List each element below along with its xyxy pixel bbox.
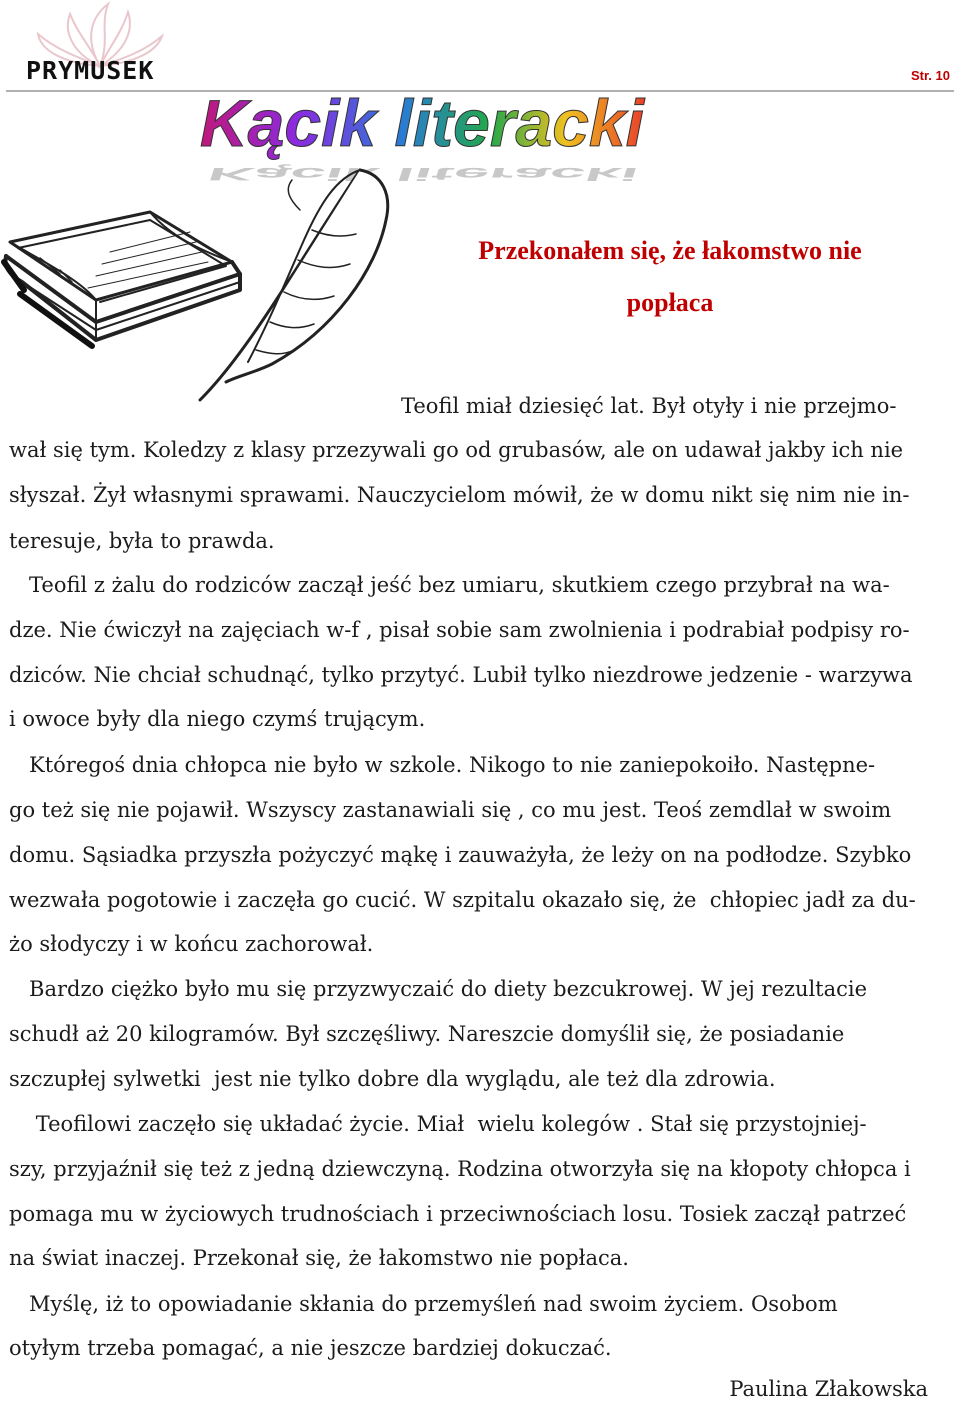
article-line: dze. Nie ćwiczył na zajęciach w-f , pisał sobie sam zwolnienia i podrabiał podpisy ro-	[9, 618, 910, 642]
article-line: i owoce były dla niego czymś trującym.	[9, 707, 426, 731]
article-title-line-2: popłaca	[626, 288, 714, 317]
article-line: dziców. Nie chciał schudnąć, tylko przytyć. Lubił tylko niezdrowe jedzenie - warzywa	[9, 663, 913, 687]
article-line: Teofilowi zaczęło się układać życie. Miał wielu kolegów . Stał się przystojniej-	[9, 1112, 867, 1136]
author-signature: Paulina Złakowska	[729, 1377, 928, 1401]
article-line: wał się tym. Koledzy z klasy przezywali go od grubasów, ale on udawał jakby ich nie	[9, 438, 904, 462]
article-line: żo słodyczy i w końcu zachorował.	[9, 932, 374, 956]
article-line: go też się nie pojawił. Wszyscy zastanawiali się , co mu jest. Teoś zemdlał w swoim	[9, 798, 892, 822]
article-line: Bardzo ciężko było mu się przyzwyczaić do diety bezcukrowej. W jej rezultacie	[9, 977, 868, 1001]
article-line: wezwała pogotowie i zaczęła go cucić. W szpitalu okazało się, że chłopiec jadł za du-	[9, 888, 916, 912]
article-line: szy, przyjaźnił się też z jedną dziewczyną. Rodzina otworzyła się na kłopoty chłopca i	[9, 1157, 911, 1181]
article-line: otyłym trzeba pomagać, a nie jeszcze bardziej dokuczać.	[9, 1336, 612, 1360]
article-line: na świat inaczej. Przekonał się, że łakomstwo nie popłaca.	[9, 1246, 629, 1270]
article-title-line-1: Przekonałem się, że łakomstwo nie	[478, 236, 862, 265]
article-line: słyszał. Żył własnymi sprawami. Nauczycielom mówił, że w domu nikt się nim nie in-	[9, 483, 910, 507]
banner-shadow-text: Kącik literacki	[204, 164, 642, 185]
article-line: Któregoś dnia chłopca nie było w szkole. Nikogo to nie zaniepokoiło. Następne-	[9, 753, 876, 777]
article-line: pomaga mu w życiowych trudnościach i przeciwnościach losu. Tosiek zaczął patrzeć	[9, 1202, 907, 1226]
article-line: szczupłej sylwetki jest nie tylko dobre dla wyglądu, ale też dla zdrowia.	[9, 1067, 776, 1091]
brand-title: PRYMUSEK	[26, 56, 155, 85]
book-quill-illustration	[0, 150, 420, 410]
page-number: Str. 10	[910, 68, 950, 83]
article-line: Teofil z żalu do rodziców zaczął jeść bez umiaru, skutkiem czego przybrał na wa-	[9, 573, 890, 597]
article-line: Myślę, iż to opowiadanie skłania do przemyśleń nad swoim życiem. Osobom	[9, 1292, 838, 1316]
article-line: domu. Sąsiadka przyszła pożyczyć mąkę i zauważyła, że leży on na podłodze. Szybko	[9, 843, 912, 867]
article-line: schudł aż 20 kilogramów. Był szczęśliwy. Nareszcie domyślił się, że posiadanie	[9, 1022, 845, 1046]
article-line: teresuje, była to prawda.	[9, 529, 275, 553]
article-line: Teofil miał dziesięć lat. Był otyły i nie przejmo-	[401, 394, 897, 418]
banner-title: Kącik literacki	[200, 86, 644, 160]
